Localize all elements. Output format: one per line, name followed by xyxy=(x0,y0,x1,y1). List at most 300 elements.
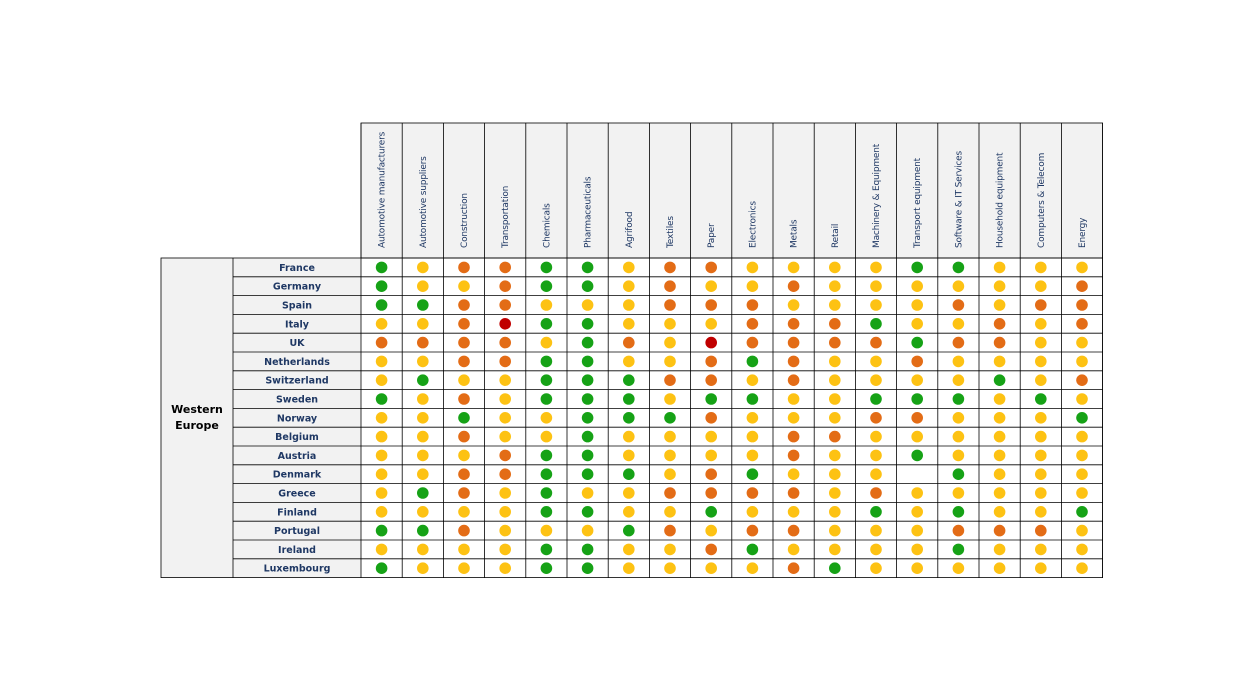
rating-dot xyxy=(664,318,676,330)
rating-dot xyxy=(582,356,594,368)
rating-dot xyxy=(582,262,594,274)
rating-dot xyxy=(829,544,841,556)
rating-dot xyxy=(705,393,717,405)
rating-dot xyxy=(1035,374,1047,386)
rating-dot xyxy=(788,412,800,424)
rating-dot xyxy=(1035,356,1047,368)
rating-dot xyxy=(1035,412,1047,424)
rating-dot xyxy=(911,412,923,424)
rating-dot xyxy=(788,262,800,274)
rating-dot xyxy=(458,356,470,368)
rating-dot xyxy=(376,450,388,462)
rating-dot xyxy=(376,280,388,292)
rating-dot xyxy=(541,393,553,405)
rating-dot xyxy=(458,262,470,274)
rating-dot xyxy=(1035,431,1047,443)
rating-dot xyxy=(705,450,717,462)
rating-dot xyxy=(829,299,841,311)
rating-dot xyxy=(417,412,429,424)
rating-dot xyxy=(953,562,965,574)
rating-dot xyxy=(458,393,470,405)
rating-dot xyxy=(499,262,511,274)
rating-dot xyxy=(994,431,1006,443)
rating-dot xyxy=(870,356,882,368)
column-header: Textiles xyxy=(666,216,676,248)
rating-dot xyxy=(994,468,1006,480)
rating-dot xyxy=(582,468,594,480)
rating-dot xyxy=(499,544,511,556)
column-header: Machinery & Equipment xyxy=(872,143,882,248)
rating-dot xyxy=(417,356,429,368)
rating-dot xyxy=(541,562,553,574)
rating-dot xyxy=(623,393,635,405)
rating-dot xyxy=(870,337,882,349)
rating-dot xyxy=(994,393,1006,405)
rating-dot xyxy=(705,318,717,330)
rating-dot xyxy=(870,393,882,405)
row-label-country: Luxembourg xyxy=(263,563,331,575)
rating-dot xyxy=(870,468,882,480)
column-header: Automotive suppliers xyxy=(418,156,429,248)
rating-dot xyxy=(994,280,1006,292)
rating-dot xyxy=(664,562,676,574)
rating-dot xyxy=(705,280,717,292)
rating-dot xyxy=(417,393,429,405)
rating-dot xyxy=(747,412,759,424)
column-header: Paper xyxy=(707,223,718,248)
column-header: Construction xyxy=(460,193,470,248)
rating-dot xyxy=(499,412,511,424)
rating-dot xyxy=(541,299,553,311)
rating-dot xyxy=(953,393,965,405)
rating-dot xyxy=(747,544,759,556)
rating-dot xyxy=(376,356,388,368)
region-label-line-2: Europe xyxy=(175,419,219,432)
rating-dot xyxy=(747,374,759,386)
rating-dot xyxy=(911,337,923,349)
rating-dot xyxy=(994,562,1006,574)
rating-dot xyxy=(499,450,511,462)
column-header: Electronics xyxy=(748,201,759,248)
rating-dot xyxy=(623,280,635,292)
rating-dot xyxy=(664,393,676,405)
rating-dot xyxy=(1035,318,1047,330)
rating-dot xyxy=(499,280,511,292)
rating-dot xyxy=(582,525,594,537)
rating-dot xyxy=(664,374,676,386)
rating-dot xyxy=(829,468,841,480)
rating-dot xyxy=(747,318,759,330)
rating-dot xyxy=(541,280,553,292)
rating-dot xyxy=(747,280,759,292)
rating-dot xyxy=(953,506,965,518)
rating-dot xyxy=(1035,450,1047,462)
rating-dot xyxy=(582,374,594,386)
rating-dot xyxy=(417,468,429,480)
rating-dot xyxy=(664,468,676,480)
rating-dot xyxy=(705,487,717,499)
rating-dot xyxy=(417,506,429,518)
rating-dot xyxy=(664,412,676,424)
rating-dot xyxy=(911,525,923,537)
rating-dot xyxy=(458,487,470,499)
rating-dot xyxy=(664,525,676,537)
rating-dot xyxy=(788,562,800,574)
rating-dot xyxy=(458,431,470,443)
rating-dot xyxy=(1076,356,1088,368)
rating-dot xyxy=(994,412,1006,424)
rating-dot xyxy=(705,299,717,311)
rating-dot xyxy=(953,450,965,462)
rating-dot xyxy=(623,468,635,480)
row-label-country: Ireland xyxy=(278,544,316,556)
rating-dot xyxy=(911,506,923,518)
rating-dot xyxy=(829,356,841,368)
rating-dot xyxy=(582,280,594,292)
rating-dot xyxy=(994,337,1006,349)
rating-dot xyxy=(417,544,429,556)
rating-dot xyxy=(417,562,429,574)
rating-dot xyxy=(747,337,759,349)
rating-dot xyxy=(499,487,511,499)
rating-dot xyxy=(870,544,882,556)
rating-dot xyxy=(994,356,1006,368)
rating-dot xyxy=(499,525,511,537)
rating-dot xyxy=(1076,299,1088,311)
rating-dot xyxy=(911,280,923,292)
rating-dot xyxy=(1035,506,1047,518)
rating-dot xyxy=(664,506,676,518)
rating-dot xyxy=(376,431,388,443)
rating-dot xyxy=(376,299,388,311)
rating-dot xyxy=(911,299,923,311)
label-column-background xyxy=(161,258,361,578)
column-header: Software & IT Services xyxy=(954,151,965,248)
rating-dot xyxy=(788,487,800,499)
rating-dot xyxy=(417,299,429,311)
rating-dot xyxy=(870,374,882,386)
rating-dot xyxy=(417,374,429,386)
rating-dot xyxy=(1076,544,1088,556)
rating-dot xyxy=(1035,468,1047,480)
rating-dot xyxy=(1076,431,1088,443)
rating-dot xyxy=(705,544,717,556)
row-label-country: Spain xyxy=(281,300,313,312)
rating-dot xyxy=(829,374,841,386)
row-label-country: Norway xyxy=(276,413,318,425)
rating-dot xyxy=(458,562,470,574)
rating-dot xyxy=(705,374,717,386)
rating-dot xyxy=(829,393,841,405)
rating-dot xyxy=(747,299,759,311)
rating-dot xyxy=(417,487,429,499)
rating-dot xyxy=(541,262,553,274)
rating-dot xyxy=(911,356,923,368)
rating-dot xyxy=(664,262,676,274)
rating-dot xyxy=(705,525,717,537)
row-label-country: Italy xyxy=(285,319,309,331)
rating-dot xyxy=(829,318,841,330)
rating-dot xyxy=(541,337,553,349)
rating-dot xyxy=(1035,337,1047,349)
rating-dot xyxy=(953,299,965,311)
column-header: Retail xyxy=(830,223,841,248)
rating-dot xyxy=(705,412,717,424)
rating-dot xyxy=(1076,318,1088,330)
rating-dot xyxy=(1076,562,1088,574)
rating-dot xyxy=(994,525,1006,537)
rating-dot xyxy=(499,431,511,443)
row-label-country: Sweden xyxy=(275,394,319,406)
column-header: Chemicals xyxy=(542,203,553,248)
rating-dot xyxy=(1076,450,1088,462)
rating-dot xyxy=(953,412,965,424)
rating-dot xyxy=(376,468,388,480)
rating-dot xyxy=(376,525,388,537)
column-header: Metals xyxy=(789,219,800,248)
rating-dot xyxy=(911,262,923,274)
rating-dot xyxy=(994,374,1006,386)
rating-dot xyxy=(953,487,965,499)
rating-dot xyxy=(747,562,759,574)
rating-dot xyxy=(788,544,800,556)
row-label-country: Switzerland xyxy=(265,375,329,387)
rating-dot xyxy=(623,487,635,499)
rating-dot xyxy=(870,431,882,443)
rating-dot xyxy=(499,337,511,349)
row-label-country: France xyxy=(279,262,315,274)
rating-dot xyxy=(417,525,429,537)
rating-dot xyxy=(623,337,635,349)
rating-dot xyxy=(953,356,965,368)
rating-dot xyxy=(541,374,553,386)
rating-dot xyxy=(705,506,717,518)
rating-dot xyxy=(829,506,841,518)
rating-dot xyxy=(788,431,800,443)
rating-dot xyxy=(911,374,923,386)
rating-dot xyxy=(541,356,553,368)
rating-dot xyxy=(458,525,470,537)
rating-dot xyxy=(623,412,635,424)
rating-dot xyxy=(994,487,1006,499)
rating-dot xyxy=(747,450,759,462)
rating-dot xyxy=(953,337,965,349)
rating-dot xyxy=(911,431,923,443)
row-label-country: Finland xyxy=(277,507,317,519)
region-label-line-1: Western xyxy=(171,403,223,416)
rating-dot xyxy=(623,562,635,574)
rating-dot xyxy=(1076,337,1088,349)
row-label-country: Denmark xyxy=(272,469,322,481)
rating-dot xyxy=(788,318,800,330)
rating-dot xyxy=(829,262,841,274)
rating-dot xyxy=(499,562,511,574)
column-header: Agrifood xyxy=(624,211,635,248)
rating-dot xyxy=(747,431,759,443)
column-header: Energy xyxy=(1078,217,1088,248)
rating-dot xyxy=(499,506,511,518)
rating-dot xyxy=(1076,412,1088,424)
rating-dot xyxy=(1076,280,1088,292)
rating-dot xyxy=(953,262,965,274)
rating-dot xyxy=(747,487,759,499)
rating-dot xyxy=(458,318,470,330)
rating-dot xyxy=(911,562,923,574)
rating-dot xyxy=(376,562,388,574)
rating-dot xyxy=(1076,374,1088,386)
rating-dot xyxy=(417,318,429,330)
row-label-country: Germany xyxy=(272,281,322,293)
rating-dot xyxy=(870,262,882,274)
rating-dot xyxy=(747,506,759,518)
rating-dot xyxy=(582,450,594,462)
rating-dot xyxy=(953,318,965,330)
column-header: Transport equipment xyxy=(913,158,924,248)
column-header: Transportation xyxy=(501,185,512,248)
rating-dot xyxy=(582,562,594,574)
rating-dot xyxy=(458,468,470,480)
rating-dot xyxy=(829,337,841,349)
rating-dot xyxy=(911,393,923,405)
rating-dot xyxy=(1035,280,1047,292)
rating-dot xyxy=(1076,468,1088,480)
rating-dot xyxy=(541,506,553,518)
rating-dot xyxy=(788,280,800,292)
rating-dot xyxy=(994,299,1006,311)
rating-dot xyxy=(870,562,882,574)
rating-dot xyxy=(623,431,635,443)
rating-dot xyxy=(788,525,800,537)
rating-dot xyxy=(623,544,635,556)
rating-dot xyxy=(417,337,429,349)
rating-dot xyxy=(788,374,800,386)
rating-dot xyxy=(870,299,882,311)
rating-dot xyxy=(829,562,841,574)
rating-dot xyxy=(705,356,717,368)
rating-dot xyxy=(911,544,923,556)
rating-dot xyxy=(1035,393,1047,405)
row-label-country: Belgium xyxy=(275,432,319,444)
rating-dot xyxy=(705,468,717,480)
rating-dot xyxy=(747,393,759,405)
rating-dot xyxy=(1035,262,1047,274)
rating-dot xyxy=(953,468,965,480)
row-label-country: Austria xyxy=(277,450,317,462)
rating-dot xyxy=(1076,262,1088,274)
rating-dot xyxy=(623,318,635,330)
rating-dot xyxy=(788,356,800,368)
rating-dot xyxy=(376,318,388,330)
rating-dot xyxy=(747,468,759,480)
rating-dot xyxy=(829,525,841,537)
rating-dot xyxy=(541,544,553,556)
rating-dot xyxy=(664,544,676,556)
rating-dot xyxy=(582,431,594,443)
rating-dot xyxy=(623,374,635,386)
rating-dot xyxy=(994,450,1006,462)
row-label-country: UK xyxy=(289,338,305,350)
rating-dot xyxy=(994,506,1006,518)
rating-dot xyxy=(376,544,388,556)
rating-dot xyxy=(994,262,1006,274)
rating-dot xyxy=(1035,525,1047,537)
rating-dot xyxy=(1035,544,1047,556)
rating-dot xyxy=(458,506,470,518)
rating-dot xyxy=(747,356,759,368)
rating-dot xyxy=(664,280,676,292)
rating-dot xyxy=(376,374,388,386)
rating-dot xyxy=(376,506,388,518)
rating-dot xyxy=(582,412,594,424)
rating-dot xyxy=(582,544,594,556)
rating-dot xyxy=(582,299,594,311)
column-header: Household equipment xyxy=(995,152,1006,248)
rating-dot xyxy=(376,412,388,424)
rating-dot xyxy=(829,280,841,292)
rating-dot xyxy=(376,393,388,405)
rating-dot xyxy=(870,280,882,292)
rating-dot xyxy=(1035,562,1047,574)
rating-dot xyxy=(870,318,882,330)
rating-dot xyxy=(541,468,553,480)
rating-dot xyxy=(582,318,594,330)
rating-dot xyxy=(911,318,923,330)
rating-dot xyxy=(623,450,635,462)
rating-dot xyxy=(458,544,470,556)
rating-dot xyxy=(623,525,635,537)
column-header: Automotive manufacturers xyxy=(377,131,388,248)
rating-dot xyxy=(788,299,800,311)
rating-dot xyxy=(582,506,594,518)
rating-dot xyxy=(458,374,470,386)
column-header: Pharmaceuticals xyxy=(583,176,594,248)
rating-dot xyxy=(664,450,676,462)
rating-dot xyxy=(582,337,594,349)
rating-dot xyxy=(458,337,470,349)
rating-dot xyxy=(623,262,635,274)
rating-dot xyxy=(458,280,470,292)
rating-dot xyxy=(623,356,635,368)
rating-dot xyxy=(747,262,759,274)
rating-dot xyxy=(499,468,511,480)
rating-dot xyxy=(829,412,841,424)
rating-dot xyxy=(1076,525,1088,537)
rating-dot xyxy=(417,450,429,462)
rating-dot xyxy=(417,262,429,274)
rating-dot xyxy=(953,280,965,292)
rating-dot xyxy=(870,487,882,499)
column-header: Computers & Telecom xyxy=(1036,152,1047,248)
rating-dot xyxy=(747,525,759,537)
rating-dot xyxy=(870,412,882,424)
rating-dot xyxy=(499,318,511,330)
rating-dot xyxy=(829,431,841,443)
rating-dot xyxy=(705,337,717,349)
rating-dot xyxy=(664,431,676,443)
rating-dot xyxy=(1076,393,1088,405)
rating-dot xyxy=(376,487,388,499)
rating-dot xyxy=(1035,299,1047,311)
rating-dot xyxy=(541,412,553,424)
rating-dot xyxy=(1035,487,1047,499)
rating-dot xyxy=(705,262,717,274)
rating-dot xyxy=(953,525,965,537)
rating-dot xyxy=(582,393,594,405)
rating-dot xyxy=(458,412,470,424)
rating-dot xyxy=(1076,487,1088,499)
rating-dot xyxy=(458,450,470,462)
row-label-country: Greece xyxy=(278,488,316,500)
